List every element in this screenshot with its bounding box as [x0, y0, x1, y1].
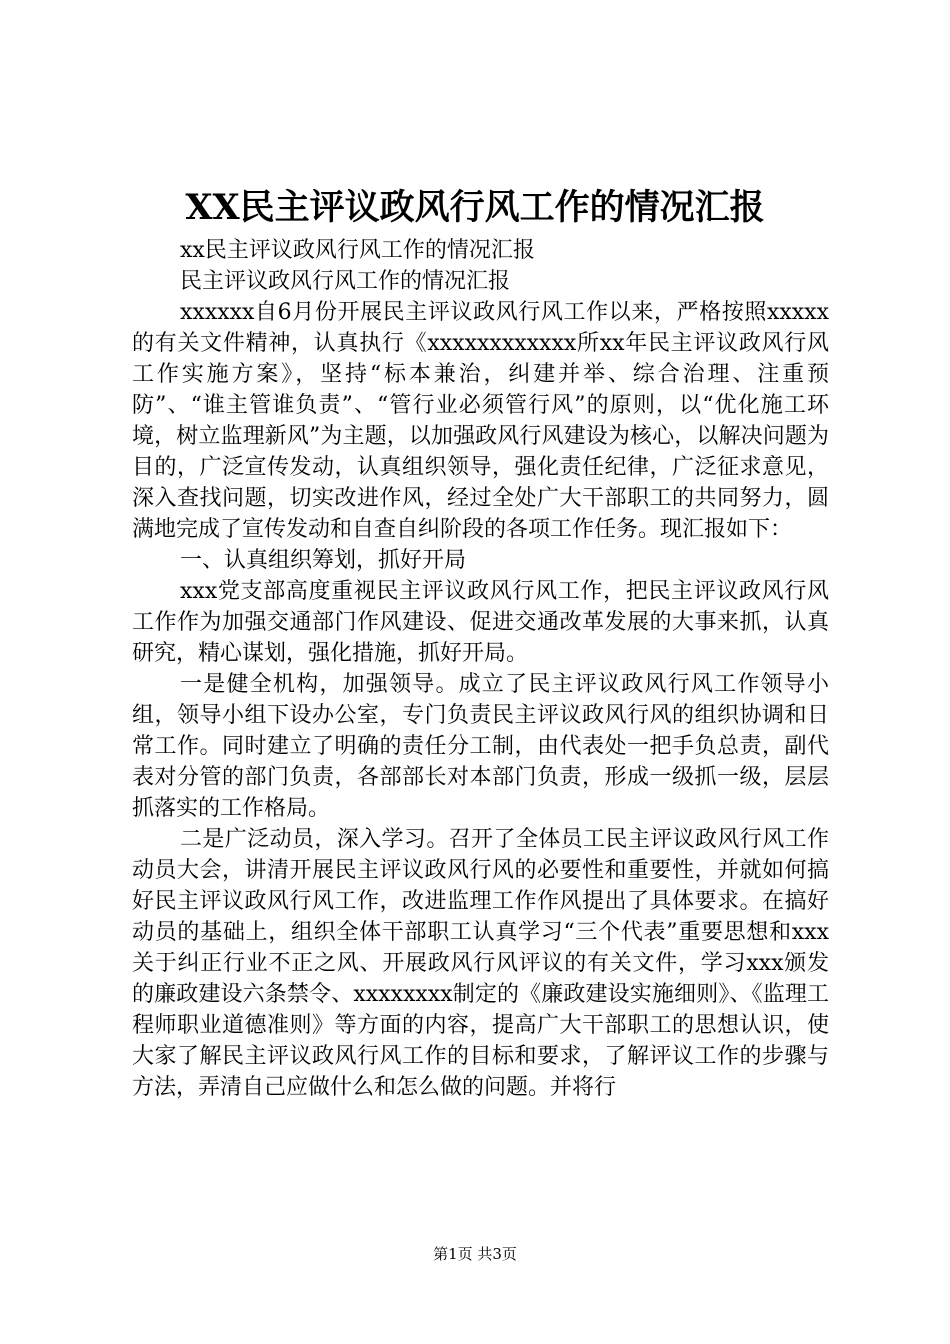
- paragraph-section-1: xxx党支部高度重视民主评议政风行风工作，把民主评议政风行风工作作为加强交通部门作风建设、促进交通改革发展的大事来抓，认真研究，精心谋划，强化措施，抓好开局。: [132, 579, 829, 666]
- section-heading-1: 一、认真组织筹划，抓好开局: [180, 548, 467, 573]
- page-number-footer: 第1页 共3页: [433, 1245, 517, 1263]
- document-title: XX民主评议政风行风工作的情况汇报: [185, 187, 765, 228]
- paragraph-subtitle-1: xx民主评议政风行风工作的情况汇报: [180, 238, 535, 263]
- paragraph-point-2: 二是广泛动员，深入学习。召开了全体员工民主评议政风行风工作动员大会，讲清开展民主评议政风行风的必要性和重要性，并就如何搞好民主评议政风行风工作，改进监理工作作风提出了具体要求。在搞好动员的基础上，组织全体干部职工认真学习“三个代表”重要思想和xxx关于纠正行业不正之风、开展政风行风评议的有关文件，学习xxx颁发的廉政建设六条禁令、xxxxxxxx制定的《廉政建设实施细则》、《监理工程师职业道德准则》等方面的内容，提高广大干部职工的思想认识，使大家了解民主评议政风行风工作的目标和要求，了解评议工作的步骤与方法，弄清自己应做什么和怎么做的问题。并将行: [132, 827, 829, 1100]
- paragraph-subtitle-2: 民主评议政风行风工作的情况汇报: [180, 269, 511, 294]
- paragraph-intro: xxxxxx自6月份开展民主评议政风行风工作以来，严格按照xxxxx的有关文件精神，认真执行《xxxxxxxxxxxx所xx年民主评议政风行风工作实施方案》，坚持“标本兼治，纠建并举、综合治理、注重预防”、“谁主管谁负责”、“管行业必须管行风”的原则，以“优化施工环境，树立监理新风”为主题，以加强政风行风建设为核心，以解决问题为目的，广泛宣传发动，认真组织领导，强化责任纪律，广泛征求意见，深入查找问题，切实改进作风，经过全处广大干部职工的共同努力，圆满地完成了宣传发动和自查自纠阶段的各项工作任务。现汇报如下：: [132, 300, 829, 542]
- paragraph-point-1: 一是健全机构，加强领导。成立了民主评议政风行风工作领导小组，领导小组下设办公室，专门负责民主评议政风行风的组织协调和日常工作。同时建立了明确的责任分工制，由代表处一把手负总责，副代表对分管的部门负责，各部部长对本部门负责，形成一级抓一级，层层抓落实的工作格局。: [132, 672, 829, 821]
- document-body: [132, 235, 829, 1103]
